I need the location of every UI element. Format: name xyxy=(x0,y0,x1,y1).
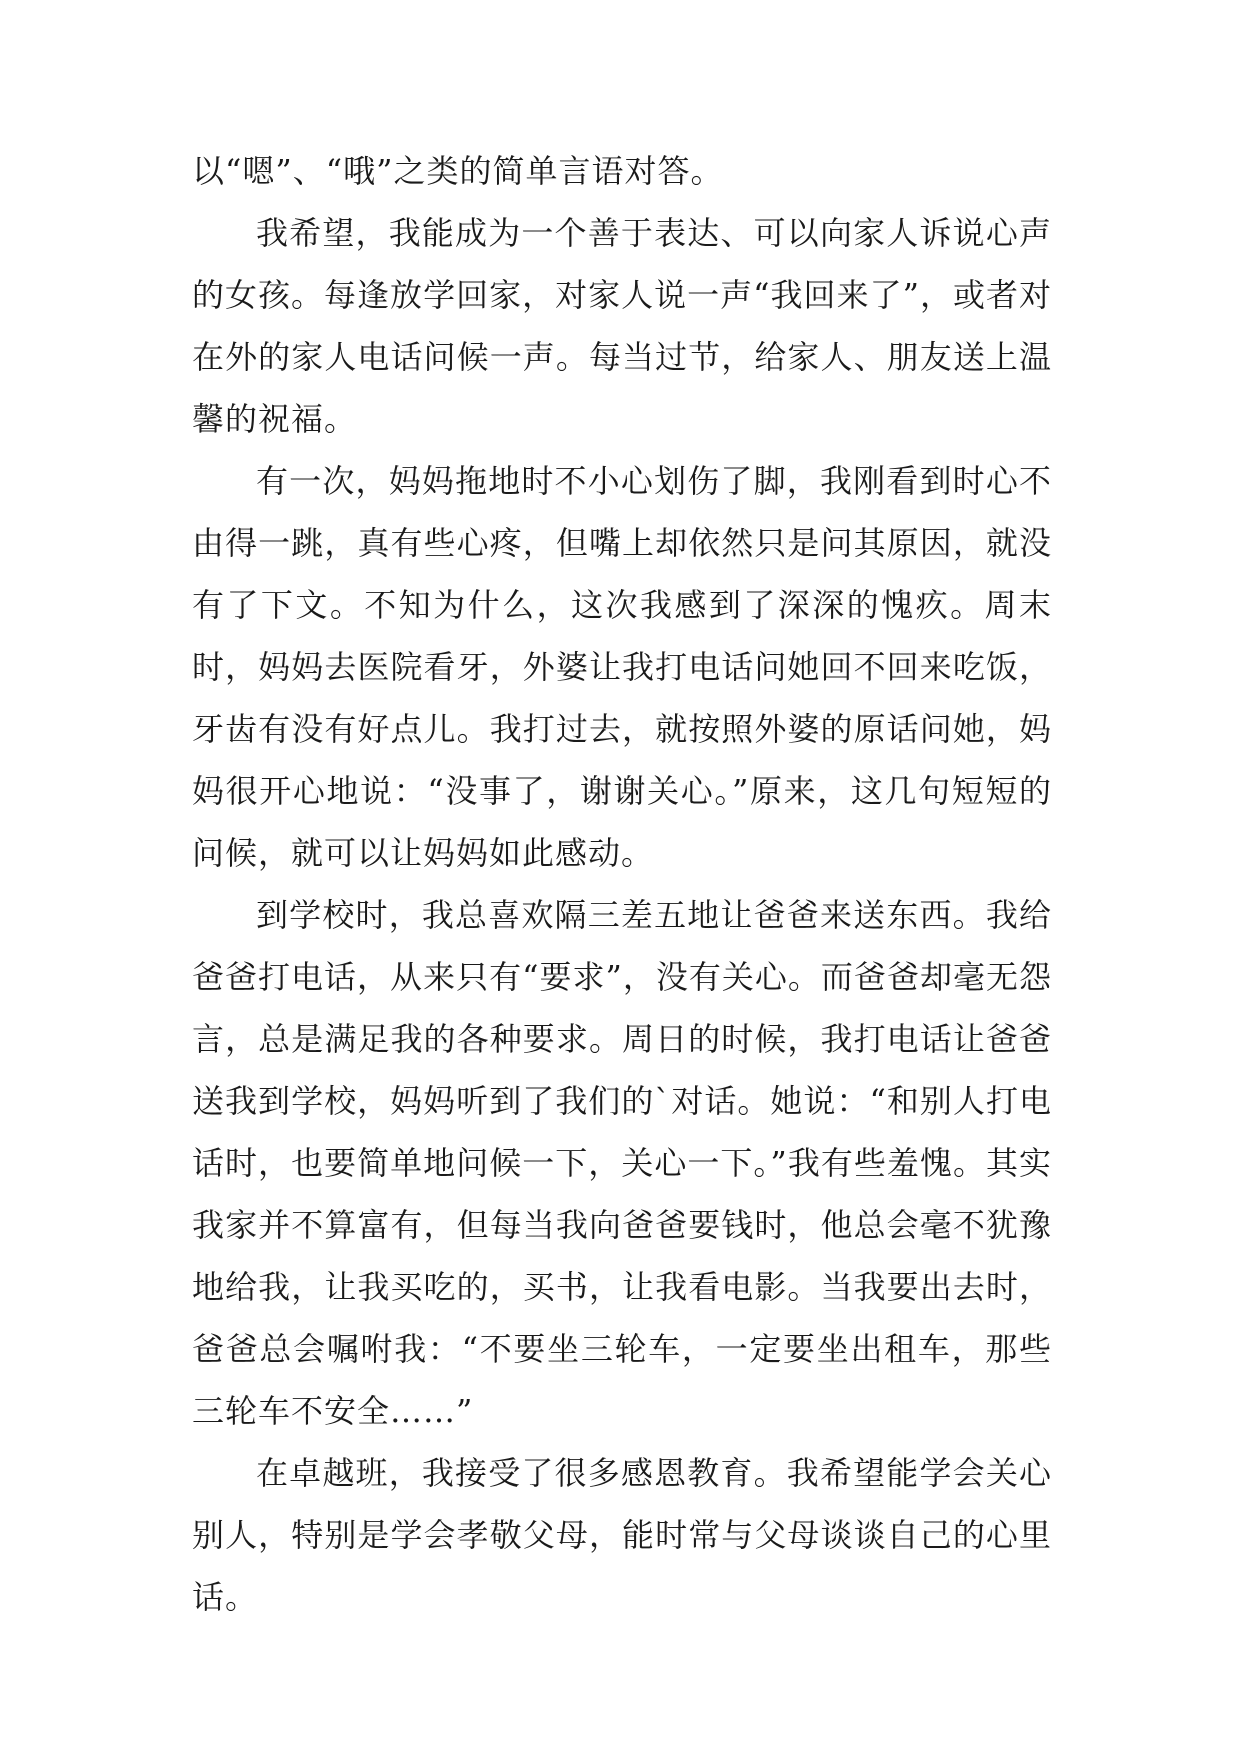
paragraph-4: 到学校时，我总喜欢隔三差五地让爸爸来送东西。我给爸爸打电话，从来只有“要求”，没有关心。而爸爸却毫无怨言，总是满足我的各种要求。周日的时候，我打电话让爸爸送我到学校，妈妈听到了我们的`对话。她说：“和别人打电话时，也要简单地问候一下，关心一下。”我有些羞愧。其实我家并不算富有，但每当我向爸爸要钱时，他总会毫不犹豫地给我，让我买吃的，买书，让我看电影。当我要出去时，爸爸总会嘱咐我：“不要坐三轮车，一定要坐出租车，那些三轮车不安全……” xyxy=(192,896,1052,1430)
paragraph-5: 在卓越班，我接受了很多感恩教育。我希望能学会关心别人，特别是学会孝敬父母，能时常与父母谈谈自己的心里话。 xyxy=(192,1454,1052,1616)
document-page xyxy=(192,140,1052,1628)
paragraph-3: 有一次，妈妈拖地时不小心划伤了脚，我刚看到时心不由得一跳，真有些心疼，但嘴上却依然只是问其原因，就没有了下文。不知为什么，这次我感到了深深的愧疚。周末时，妈妈去医院看牙，外婆让我打电话问她回不回来吃饭，牙齿有没有好点儿。我打过去，就按照外婆的原话问她，妈妈很开心地说：“没事了，谢谢关心。”原来，这几句短短的问候，就可以让妈妈如此感动。 xyxy=(192,462,1052,872)
paragraph-1: 以“嗯”、“哦”之类的简单言语对答。 xyxy=(192,152,724,190)
paragraph-2: 我希望，我能成为一个善于表达、可以向家人诉说心声的女孩。每逢放学回家，对家人说一声“我回来了”，或者对在外的家人电话问候一声。每当过节，给家人、朋友送上温馨的祝福。 xyxy=(192,214,1052,438)
